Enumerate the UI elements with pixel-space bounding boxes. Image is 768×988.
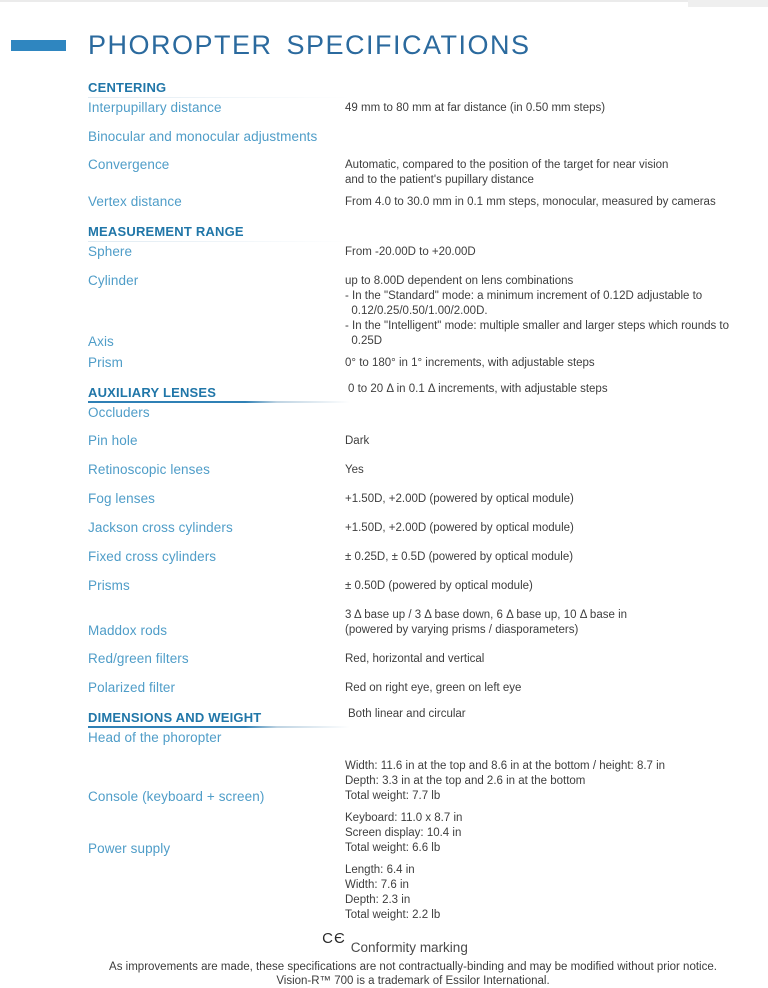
spec-label-col: [88, 842, 345, 856]
value-line: up to 8.00D dependent on lens combinations: [345, 275, 574, 287]
spec-label-col: [88, 406, 345, 420]
section-heading-row: [88, 80, 738, 101]
spec-row: [88, 731, 738, 745]
section-heading: MEASUREMENT RANGE: [88, 224, 348, 242]
spec-value: [345, 356, 738, 371]
spec-label: Maddox rods: [88, 623, 168, 638]
page-top-border: [0, 0, 768, 2]
spec-label-col: [88, 195, 345, 210]
spec-row: [88, 158, 738, 188]
spec-value: [345, 101, 738, 116]
spec-label-col: [88, 492, 345, 507]
value-line: Total weight: 7.7 lb: [345, 790, 441, 802]
section-heading-value: [348, 382, 738, 397]
spec-row: [88, 245, 738, 260]
spec-value: [345, 863, 738, 923]
ce-marking-row: [70, 930, 720, 955]
spec-label-col: [88, 521, 345, 536]
spec-label: Vertex distance: [88, 194, 182, 209]
spec-label: Binocular and monocular adjustments: [88, 129, 318, 144]
spec-label: Sphere: [88, 244, 133, 259]
spec-value: [345, 652, 738, 667]
value-line: Dark: [345, 435, 370, 447]
section-heading-row: [88, 710, 738, 731]
value-line: +1.50D, +2.00D (powered by optical module): [345, 493, 574, 505]
spec-row: [88, 195, 738, 210]
spec-label: Red/green filters: [88, 651, 189, 666]
page-title: PHOROPTER SPECIFICATIONS: [88, 30, 531, 60]
spec-label-col: [88, 579, 345, 594]
spec-value: [345, 550, 738, 565]
spec-value: [345, 406, 738, 420]
spec-label-col: [88, 101, 345, 116]
title-accent-bar: [11, 40, 66, 51]
spec-row: [88, 492, 738, 507]
value-line: - In the "Standard" mode: a minimum increment of 0.12D adjustable to: [345, 290, 703, 302]
spec-label-col: [88, 550, 345, 565]
spec-row: [88, 811, 738, 856]
spec-label: Jackson cross cylinders: [88, 520, 233, 535]
spec-value: [345, 434, 738, 449]
spec-value: [345, 681, 738, 696]
page-top-right-strip: [688, 0, 768, 7]
spec-row: [88, 759, 738, 804]
value-line: Length: 6.4 in: [345, 864, 415, 876]
spec-label: Convergence: [88, 157, 170, 172]
value-line: Yes: [345, 464, 364, 476]
spec-label: Retinoscopic lenses: [88, 462, 210, 477]
value-line: Depth: 3.3 in at the top and 2.6 in at the bottom: [345, 775, 586, 787]
spec-label-col: [88, 652, 345, 667]
value-line: and to the patient's pupillary distance: [345, 174, 534, 186]
section-heading: CENTERING: [88, 80, 348, 98]
value-line: From 4.0 to 30.0 mm in 0.1 mm steps, monocular, measured by cameras: [345, 196, 716, 208]
spec-row: [88, 356, 738, 371]
footer-trademark: Vision-R™ 700 is a trademark of Essilor International.: [276, 975, 550, 987]
spec-value: [345, 463, 738, 478]
section-heading-row: [88, 224, 738, 245]
spec-label-col: [88, 434, 345, 449]
spec-label: Axis: [88, 334, 114, 349]
spec-row: [88, 863, 738, 923]
spec-value: [345, 811, 738, 856]
spec-label-col: [88, 681, 345, 696]
spec-row: [88, 463, 738, 478]
spec-value: [345, 274, 738, 349]
spec-row: [88, 274, 738, 349]
spec-row: [88, 608, 738, 638]
spec-label: Console (keyboard + screen): [88, 789, 265, 804]
spec-row: [88, 550, 738, 565]
spec-row: [88, 521, 738, 536]
footer-disclaimer: As improvements are made, these specifications are not contractually-binding and may be modified without prior notice.: [109, 961, 717, 973]
spec-row: [88, 406, 738, 420]
spec-value: [345, 521, 738, 536]
value-line: 0 to 20 Δ in 0.1 Δ increments, with adjustable steps: [348, 383, 608, 395]
value-line: Depth: 2.3 in: [345, 894, 411, 906]
spec-label: Prism: [88, 355, 123, 370]
value-line: Width: 11.6 in at the top and 8.6 in at the bottom / height: 8.7 in: [345, 760, 666, 772]
spec-label-col: [88, 130, 345, 144]
spec-value: [345, 492, 738, 507]
section-heading: DIMENSIONS AND WEIGHT: [88, 710, 348, 728]
spec-label: Head of the phoropter: [88, 730, 222, 745]
value-line: From -20.00D to +20.00D: [345, 246, 476, 258]
section-heading: AUXILIARY LENSES: [88, 385, 348, 403]
section-heading-value: [348, 707, 738, 722]
spec-row: [88, 434, 738, 449]
spec-label: Cylinder: [88, 273, 139, 288]
value-line: 3 Δ base up / 3 Δ base down, 6 Δ base up, 10 Δ base in: [345, 609, 628, 621]
spec-label: Prisms: [88, 578, 130, 593]
spec-value: [345, 731, 738, 745]
spec-label-col: [88, 463, 345, 478]
spec-section: [88, 385, 738, 696]
spec-label: Fixed cross cylinders: [88, 549, 217, 564]
value-line: Total weight: 6.6 lb: [345, 842, 441, 854]
value-line: ± 0.50D (powered by optical module): [345, 580, 533, 592]
value-line: 0° to 180° in 1° increments, with adjustable steps: [345, 357, 595, 369]
spec-label-col: [88, 731, 345, 745]
spec-row: [88, 681, 738, 696]
value-line: 0.12/0.25/0.50/1.00/2.00D.: [345, 305, 488, 317]
value-line: +1.50D, +2.00D (powered by optical module): [345, 522, 574, 534]
section-heading-row: [88, 385, 738, 406]
spec-label-col: [88, 863, 345, 923]
spec-value: [345, 158, 738, 188]
spec-label-col: [88, 245, 345, 260]
value-line: ± 0.25D, ± 0.5D (powered by optical module): [345, 551, 574, 563]
spec-label: Polarized filter: [88, 680, 176, 695]
spec-value: [345, 579, 738, 594]
spec-row: [88, 579, 738, 594]
spec-label: Power supply: [88, 841, 171, 856]
spec-value: [345, 195, 738, 210]
value-line: Screen display: 10.4 in: [345, 827, 462, 839]
spec-value: [345, 759, 738, 804]
spec-label-col: [88, 158, 345, 188]
spec-sections: [88, 80, 738, 923]
spec-value: [345, 130, 738, 144]
value-line: Both linear and circular: [348, 708, 466, 720]
spec-label-col: [88, 790, 345, 804]
spec-label-col: [88, 624, 345, 638]
spec-label-col: [88, 356, 345, 371]
spec-section: [88, 224, 738, 371]
ce-mark-label: Conformity marking: [350, 940, 468, 955]
value-line: Automatic, compared to the position of the target for near vision: [345, 159, 669, 171]
spec-value: [345, 245, 738, 260]
spec-section: [88, 710, 738, 923]
spec-label: Occluders: [88, 405, 150, 420]
spec-row: [88, 130, 738, 144]
value-line: 49 mm to 80 mm at far distance (in 0.50 mm steps): [345, 102, 606, 114]
ce-mark-icon: CЄ: [322, 930, 346, 947]
spec-label-col: [88, 274, 345, 349]
value-line: Width: 7.6 in: [345, 879, 409, 891]
spec-label: Interpupillary distance: [88, 100, 222, 115]
value-line: - In the "Intelligent" mode: multiple smaller and larger steps which rounds to: [345, 320, 730, 332]
value-line: 0.25D: [345, 335, 383, 347]
spec-value: [345, 608, 738, 638]
spec-label: Pin hole: [88, 433, 138, 448]
value-line: Keyboard: 11.0 x 8.7 in: [345, 812, 463, 824]
spec-row: [88, 652, 738, 667]
value-line: Total weight: 2.2 lb: [345, 909, 441, 921]
value-line: Red on right eye, green on left eye: [345, 682, 522, 694]
spec-section: [88, 80, 738, 210]
value-line: Red, horizontal and vertical: [345, 653, 485, 665]
spec-label: Fog lenses: [88, 491, 156, 506]
spec-row: [88, 101, 738, 116]
value-line: (powered by varying prisms / diasporameters): [345, 624, 579, 636]
